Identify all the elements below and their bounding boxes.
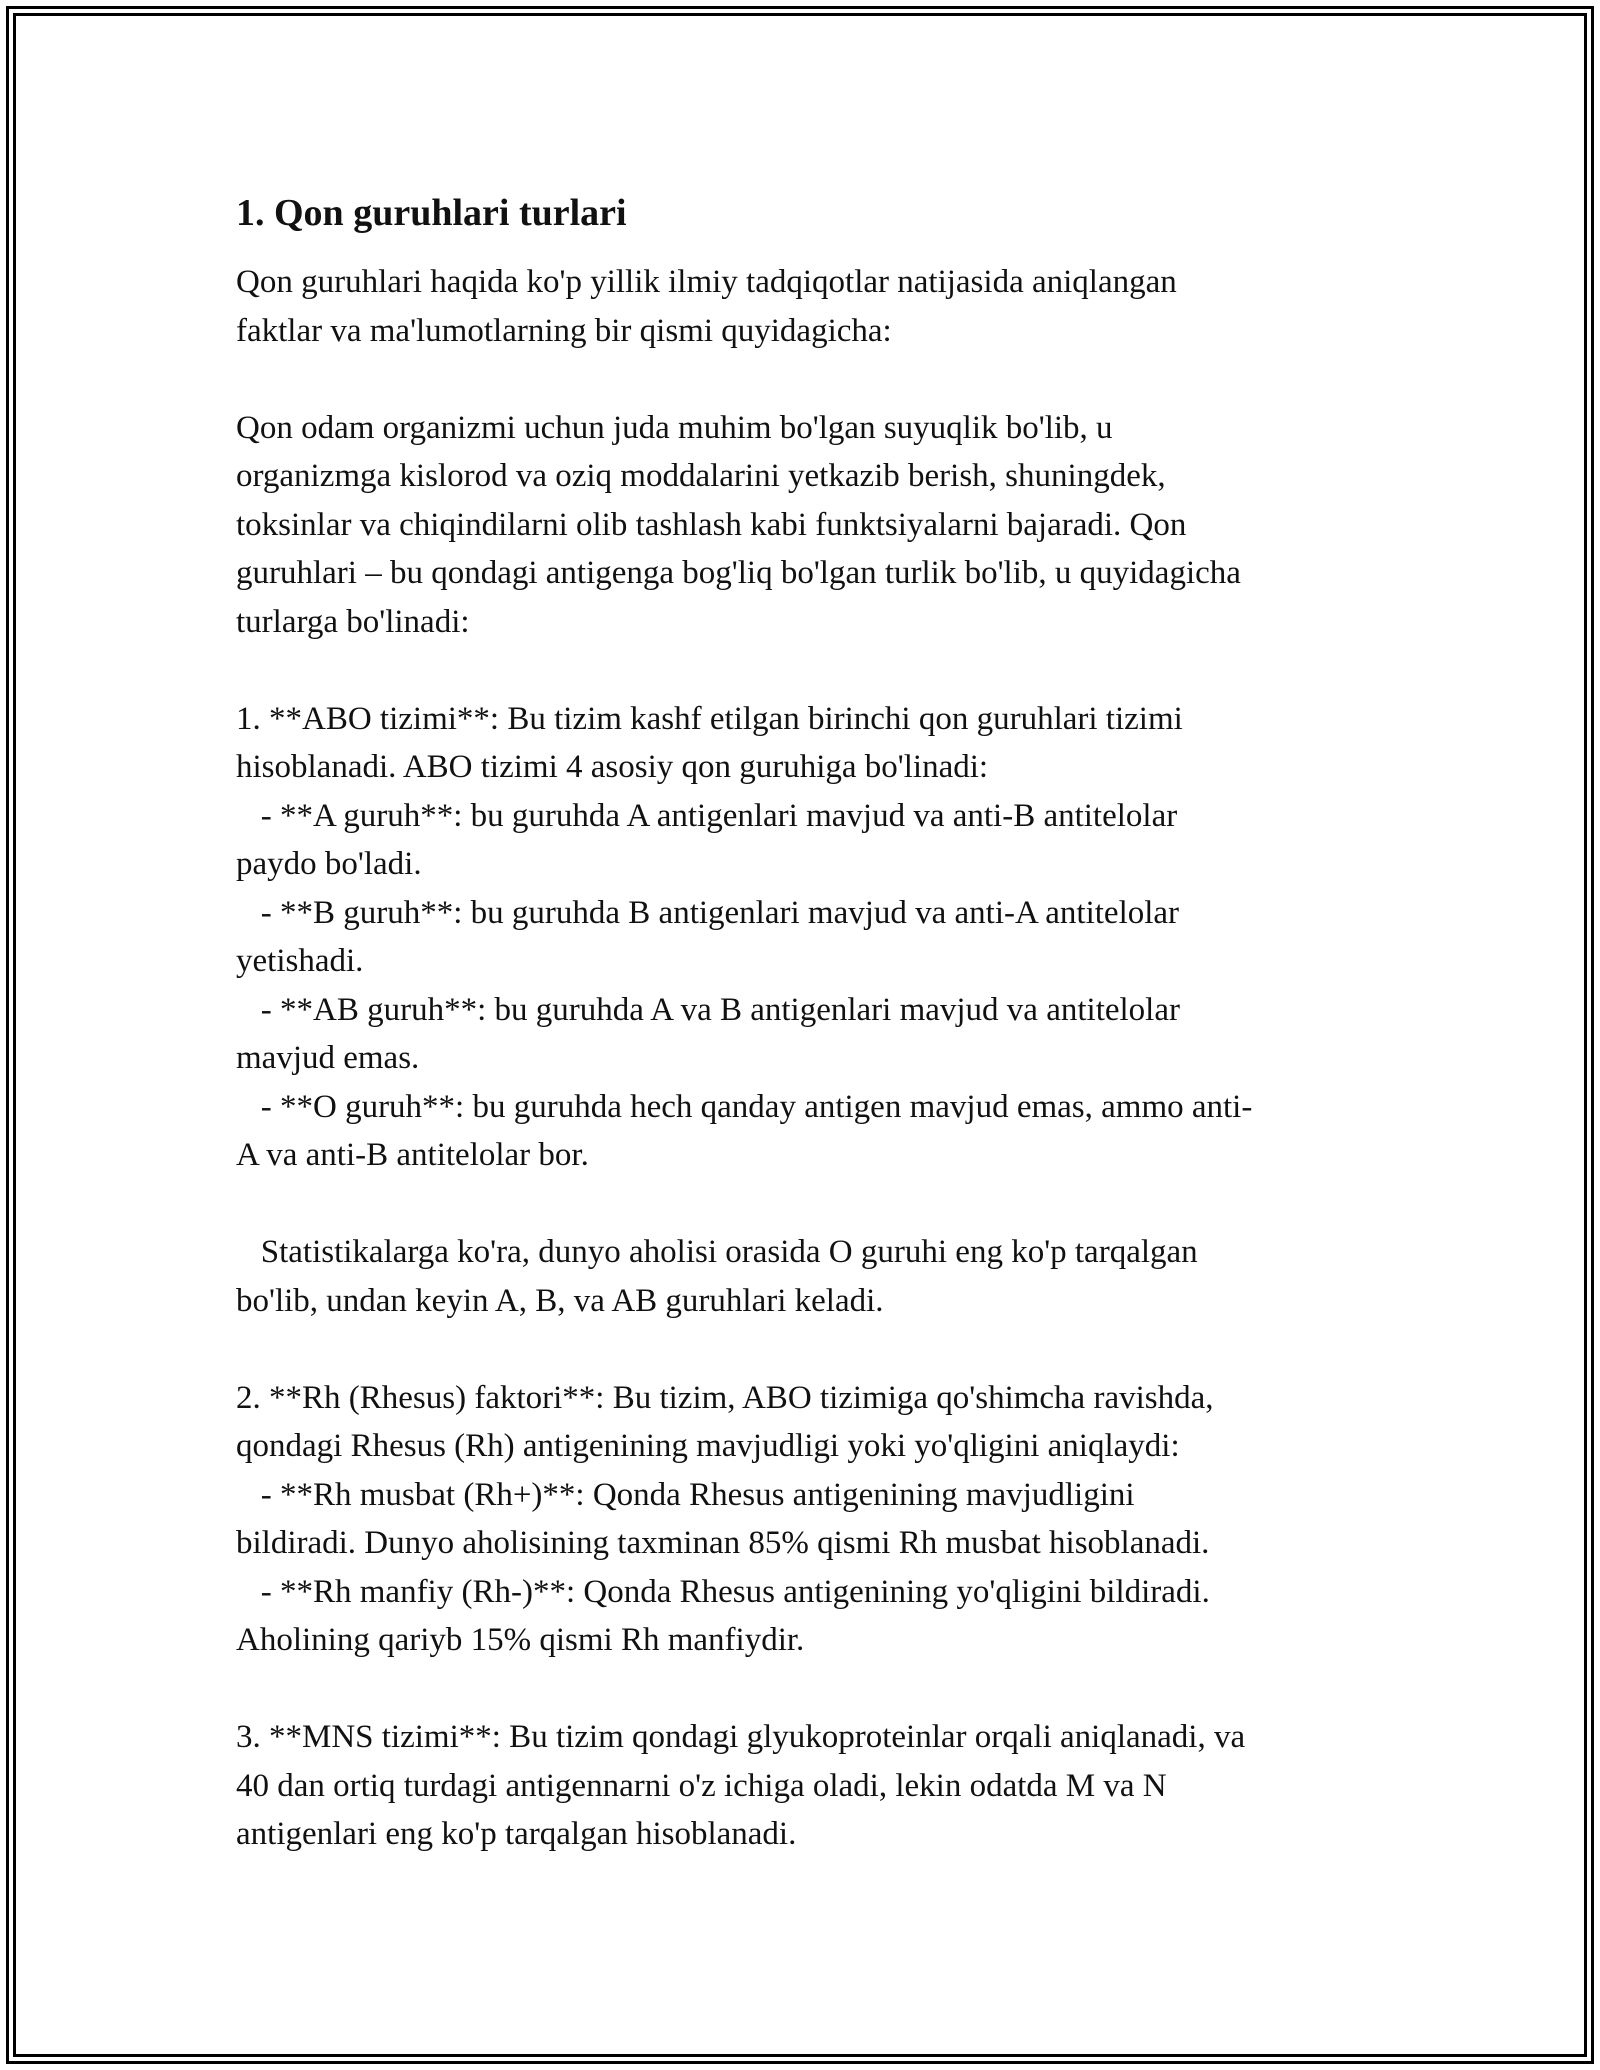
document-page — [236, 188, 1386, 1859]
document-body-text: Qon guruhlari haqida ko'p yillik ilmiy tadqiqotlar natijasida aniqlangan faktlar va ma'lumotlarning bir qismi quyidagicha: Qon odam organizmi uchun juda muhim bo'lgan suyuqlik bo'lib, u organizmga kislorod va oziq moddalarini yetkazib berish, shuningdek, toksinlar va chiqindilarni olib tashlash kabi funktsiyalarni bajaradi. Qon guruhlari – bu qondagi antigenga bog'liq bo'lgan turlik bo'lib, u quyidagicha turlarga bo'linadi: 1. **ABO tizimi**: Bu tizim kashf etilgan birinchi qon guruhlari tizimi hisoblanadi. ABO tizimi 4 asosiy qon guruhiga bo'linadi: - **A guruh**: bu guruhda A antigenlari mavjud va anti-B antitelolar paydo bo'ladi. - **B guruh**: bu guruhda B antigenlari mavjud va anti-A antitelolar yetishadi. - **AB guruh**: bu guruhda A va B antigenlari mavjud va antitelolar mavjud emas. - **O guruh**: bu guruhda hech qanday antigen mavjud emas, ammo anti- A va anti-B antitelolar bor. Statistikalarga ko'ra, dunyo aholisi orasida O guruhi eng ko'p tarqalgan bo'lib, undan keyin A, B, va AB guruhlari keladi. 2. **Rh (Rhesus) faktori**: Bu tizim, ABO tizimiga qo'shimcha ravishda, qondagi Rhesus (Rh) antigenining mavjudligi yoki yo'qligini aniqlaydi: - **Rh musbat (Rh+)**: Qonda Rhesus antigenining mavjudligini bildiradi. Dunyo aholisining taxminan 85% qismi Rh musbat hisoblanadi. - **Rh manfiy (Rh-)**: Qonda Rhesus antigenining yo'qligini bildiradi. Aholining qariyb 15% qismi Rh manfiydir. 3. **MNS tizimi**: Bu tizim qondagi glyukoproteinlar orqali aniqlanadi, va 40 dan ortiq turdagi antigennarni o'z ichiga oladi, lekin odatda M va N antigenlari eng ko'p tarqalgan hisoblanadi. — [236, 264, 1253, 1852]
document-heading: 1. Qon guruhlari turlari — [236, 192, 627, 234]
